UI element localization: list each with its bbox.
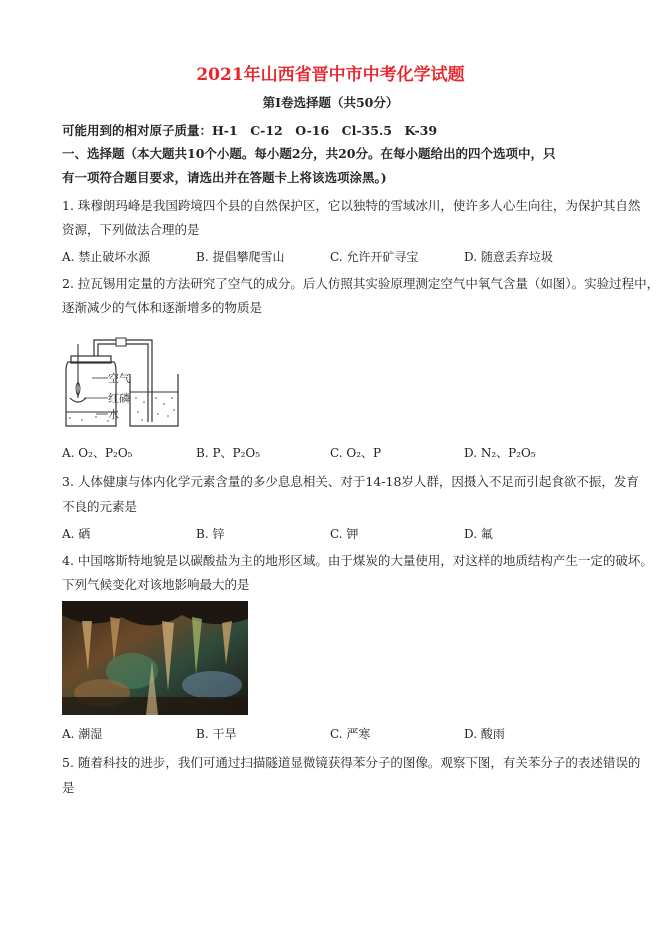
page-title: 2021年山西省晋中市中考化学试题 <box>196 65 465 85</box>
part-heading: 第Ⅰ卷选择题（共50分） <box>262 95 399 110</box>
beaker <box>130 374 178 426</box>
q3-option-c: C. 钾 <box>330 527 359 541</box>
q1-option-a: A. 禁止破坏水源 <box>62 250 151 264</box>
q3-stem-line2: 不良的元素是 <box>62 499 138 514</box>
section-instructions-line1: 一、选择题（本大题共10个小题。每小题2分，共20分。在每小题给出的四个选项中，只 <box>62 146 556 161</box>
q2-stem-line2: 逐渐减少的气体和逐渐增多的物质是 <box>62 300 263 315</box>
q1-stem-line2: 资源，下列做法合理的是 <box>62 222 200 237</box>
q3-stem-line1: 3. 人体健康与体内化学元素含量的多少息息相关、对于14-18岁人群，因摄入不足而引起食欲不振，发育 <box>62 474 639 489</box>
q3-option-a: A. 硒 <box>62 527 91 541</box>
q4-option-b: B. 干旱 <box>196 727 237 741</box>
q5-stem-line2: 是 <box>62 780 75 795</box>
q3-option-d: D. 氟 <box>464 527 493 541</box>
q4-option-c: C. 严寒 <box>330 727 371 741</box>
q3-option-b: B. 锌 <box>196 527 225 541</box>
q1-option-c: C. 允许开矿寻宝 <box>330 250 419 264</box>
q2-option-d: D. N₂、P₂O₅ <box>464 446 536 460</box>
karst-cave-photo <box>62 601 248 715</box>
atomic-masses: 可能用到的相对原子质量：H-1 C-12 O-16 Cl-35.5 K-39 <box>62 123 438 138</box>
q1-option-b: B. 提倡攀爬雪山 <box>196 250 285 264</box>
section-instructions-line2: 有一项符合题目要求，请选出并在答题卡上将该选项涂黑。) <box>62 170 387 185</box>
q2-option-a: A. O₂、P₂O₅ <box>62 446 133 460</box>
q4-option-d: D. 酸雨 <box>464 727 505 741</box>
label-air: 空气 <box>108 372 130 385</box>
q4-option-a: A. 潮湿 <box>62 727 103 741</box>
q4-stem-line2: 下列气候变化对该地影响最大的是 <box>62 577 250 592</box>
q1-stem-line1: 1. 珠穆朗玛峰是我国跨境四个县的自然保护区，它以独特的雪域冰川，使许多人心生向往，为保护其自然 <box>62 198 641 213</box>
q2-option-b: B. P、P₂O₅ <box>196 446 261 460</box>
q5-stem-line1: 5. 随着科技的进步，我们可通过扫描隧道显微镜获得苯分子的图像。观察下图，有关苯分子的表述错误的 <box>62 755 641 770</box>
label-red-phosphorus: 红磷 <box>108 392 130 405</box>
q2-option-c: C. O₂、P <box>330 446 382 460</box>
apparatus-diagram <box>56 322 186 434</box>
label-water: 水 <box>108 408 119 421</box>
q4-stem-line1: 4. 中国喀斯特地貌是以碳酸盐为主的地形区域。由于煤炭的大量使用，对这样的地质结构产生一定的破坏。 <box>62 553 653 568</box>
spoon-cup <box>70 398 86 402</box>
q1-option-d: D. 随意丢弃垃圾 <box>464 250 553 264</box>
q2-stem-line1: 2. 拉瓦锡用定量的方法研究了空气的成分。后人仿照其实验原理测定空气中氧气含量（如图）。实验过程中， <box>62 276 660 291</box>
clamp <box>116 338 126 346</box>
